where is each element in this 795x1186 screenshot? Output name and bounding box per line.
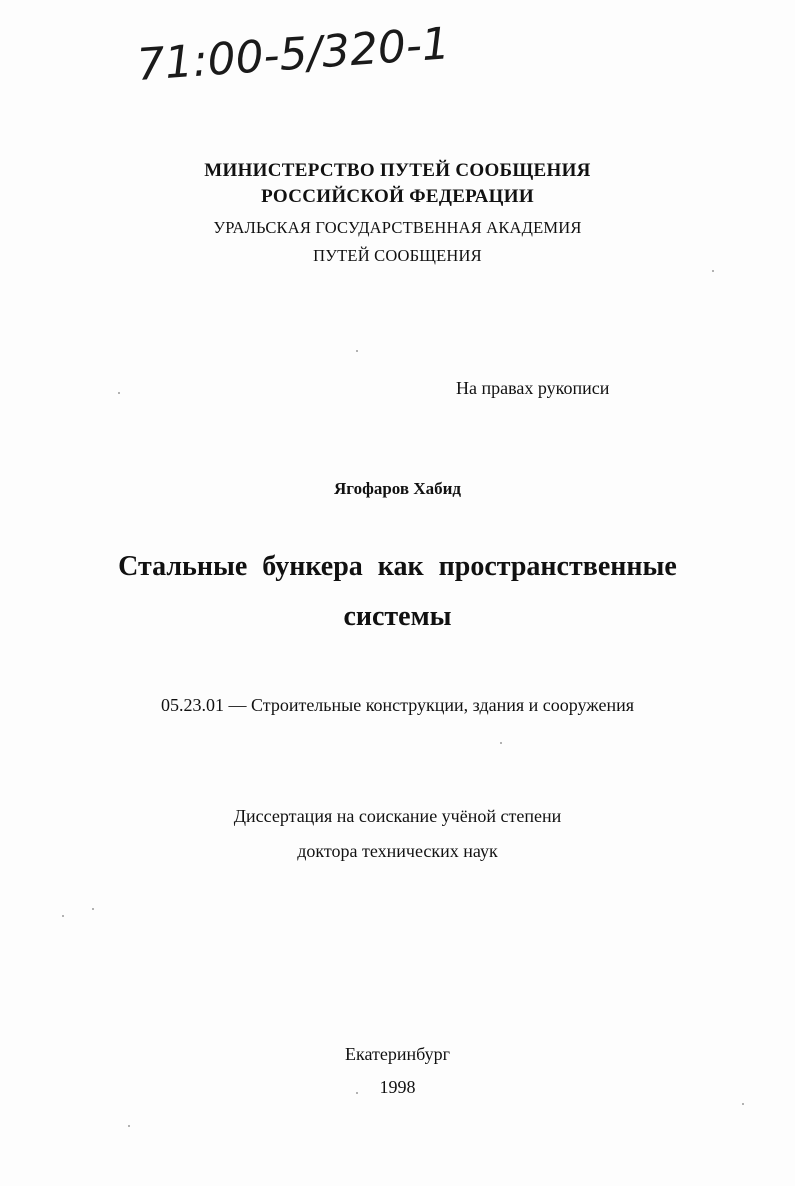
year: 1998	[379, 1077, 416, 1097]
scan-speck	[356, 350, 358, 352]
academy-line-2: ПУТЕЙ СООБЩЕНИЯ	[313, 246, 482, 265]
dissertation-title-line-1: Стальные бункера как пространственные	[118, 551, 677, 582]
scan-speck	[356, 1092, 358, 1094]
degree-line-1: Диссертация на соискание учёной степени	[233, 806, 562, 826]
ministry-line-2: РОССИЙСКОЙ ФЕДЕРАЦИИ	[261, 186, 534, 207]
handwritten-archive-number	[130, 18, 470, 128]
specialty-code: 05.23.01 — Строительные конструкции, здания и сооружения	[160, 695, 635, 715]
handwritten-mark-drawing	[130, 18, 470, 128]
author-name: Ягофаров Хабид	[334, 479, 461, 498]
degree-line-2: доктора технических наук	[297, 841, 498, 861]
scan-speck	[62, 915, 64, 917]
scan-speck	[742, 1103, 744, 1105]
scan-speck	[128, 1125, 130, 1127]
scan-speck	[712, 270, 714, 272]
scan-speck	[500, 742, 502, 744]
manuscript-note: На правах рукописи	[456, 378, 610, 398]
city: Екатеринбург	[345, 1044, 450, 1064]
handwritten-mark-text: 71:00-5/320-1	[135, 18, 452, 91]
academy-line-1: УРАЛЬСКАЯ ГОСУДАРСТВЕННАЯ АКАДЕМИЯ	[213, 218, 582, 237]
scan-speck	[92, 908, 94, 910]
ministry-line-1: МИНИСТЕРСТВО ПУТЕЙ СООБЩЕНИЯ	[204, 160, 591, 181]
scan-speck	[118, 392, 120, 394]
dissertation-title-line-2: системы	[343, 601, 452, 632]
